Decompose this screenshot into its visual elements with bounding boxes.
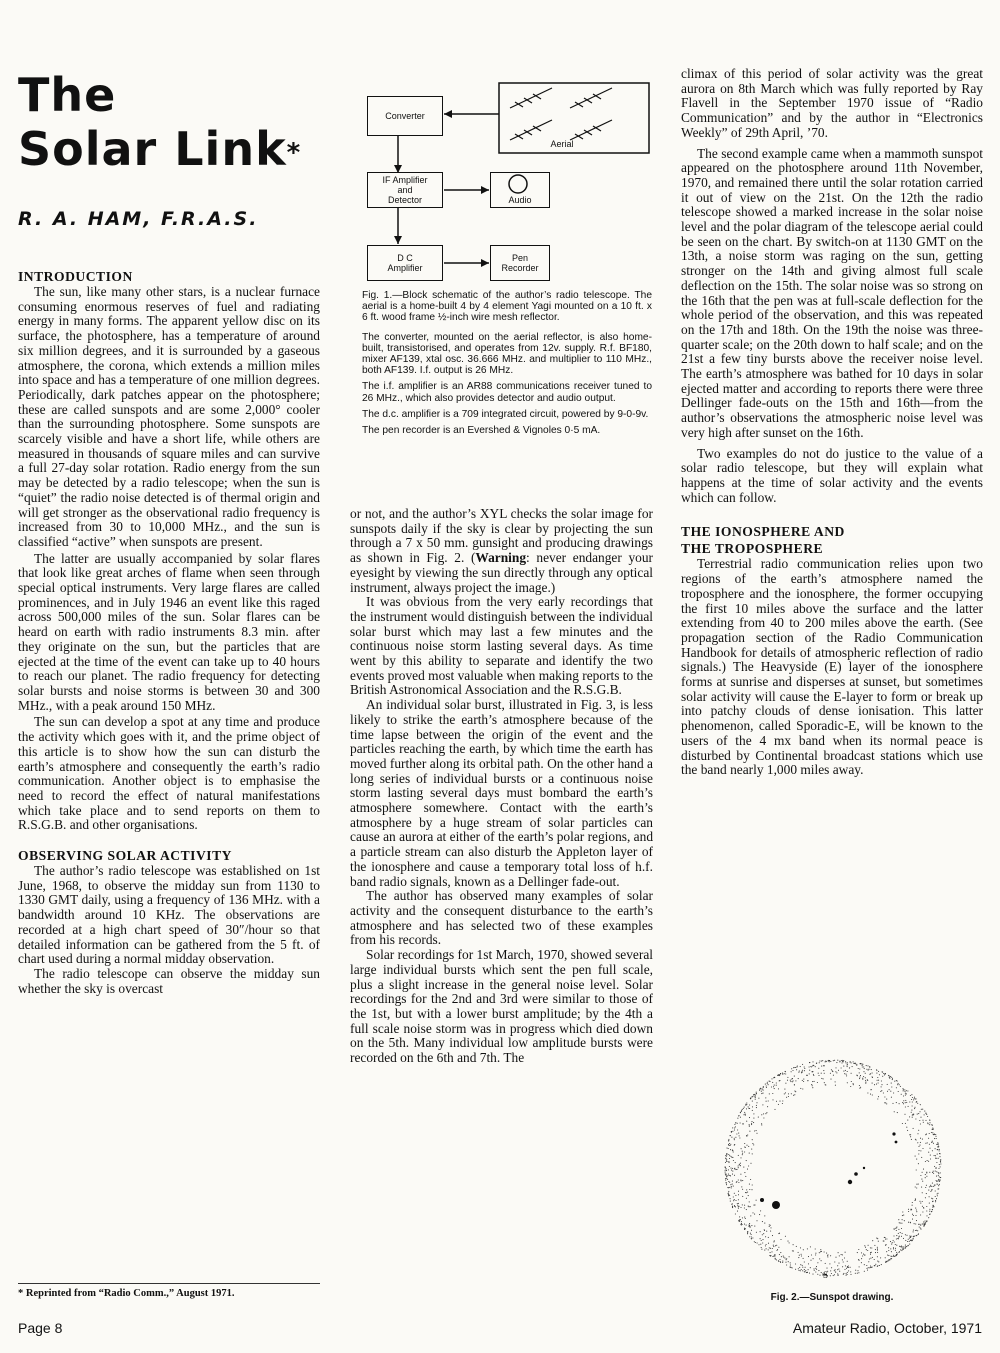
article-title: [18, 68, 301, 176]
footnote: * Reprinted from “Radio Comm.,” August 1971.: [18, 1288, 235, 1299]
figure-1-note: The converter, mounted on the aerial reflector, is also home-built, transistorised, and operates from 12v. supply. R.f. BF180, mixer AF139, xtal osc. 36.666 MHz. and multiplier to 110 MHz., both AF139. I.f. output is 26 MHz.: [362, 331, 652, 377]
paragraph-text: or not, and the author’s XYL checks the solar image for sunspots daily if the sky is clear by projecting the sun through a 7 x 50 mm. gunsight and producing drawings as shown in Fig. 2.: [350, 506, 653, 566]
middle-column: [350, 507, 653, 1066]
ionosphere-text: [681, 557, 983, 778]
heading-ionosphere: [681, 523, 983, 557]
warning-text: : never endanger your eyesight by viewing the sun directly through any optical instrument, always project the image.): [350, 550, 653, 595]
if-amplifier-block: [367, 172, 443, 208]
journal-issue: Amateur Radio, October, 1971: [792, 1320, 982, 1336]
figure-1-note: The pen recorder is an Evershed & Vignoles 0·5 mA.: [362, 425, 601, 437]
aerial-label: Aerial: [550, 139, 574, 149]
heading-ionosphere-line-1: THE IONOSPHERE AND: [681, 524, 845, 540]
introduction-text: [18, 285, 320, 833]
sunspot-drawing: [698, 1050, 968, 1290]
dc-amplifier-block: [367, 245, 443, 281]
pen-recorder-block: [490, 245, 550, 281]
figure-1-note: The d.c. amplifier is a 709 integrated circuit, powered by 9-0-9v.: [362, 408, 649, 420]
pen-recorder-line-1: Pen: [511, 253, 528, 263]
audio-label: Audio: [508, 195, 532, 205]
warning-label: Warning: [475, 550, 527, 566]
pen-recorder-line-2: Recorder: [501, 263, 539, 273]
paragraph: The author’s radio telescope was established on 1st June, 1968, to observe the midday sun from 1130 to 1330 GMT daily, using a frequency of 136 MHz. with a bandwidth around 10 KHz. The observations are recorded at a high chart speed of 30″/hour so that detailed information can be gathered from the 5 ft. of chart used during a normal midday observation.: [18, 863, 320, 967]
converter-block: Converter: [367, 96, 443, 136]
paragraph: Terrestrial radio communication relies upon two regions of the earth’s atmosphere named the troposphere and the ionosphere, the former occupying the first 10 miles above the surface and the latter extending from 40 to 200 miles above the earth. (See propagation section of the Radio Communication Handbook for details of atmospheric reflection of radio signals.) The Heavyside (E) layer of the ionosphere forms at sunrise and disperses at sunset, but sometimes solar activity will cause the E-layer to form or break up into patchy clouds of dense ionisation. This latter phenomenon, called Sporadic-E, will be known to the users of the 4 mx band when its normal peace is disturbed by Continental broadcast stations which use the band nearly 1,000 miles away.: [681, 556, 983, 778]
if-amplifier-line-3: Detector: [387, 195, 422, 205]
heading-ionosphere-line-2: THE TROPOSPHERE: [681, 541, 824, 557]
figure-1-title: Fig. 1.—Block schematic of the author’s radio telescope. The aerial is a home-built 4 by 4 element Yagi mounted on a 10 ft. x 6 ft. wood frame ½-inch wire mesh reflector.: [362, 290, 652, 324]
author-byline: R. A. HAM, F.R.A.S.: [18, 208, 259, 230]
sunspot: [772, 1201, 780, 1209]
sunspot: [848, 1180, 852, 1184]
audio-block: [490, 172, 550, 208]
heading-introduction: INTRODUCTION: [18, 269, 133, 284]
sunspot: [895, 1141, 898, 1144]
figure-1-note: The i.f. amplifier is an AR88 communications receiver tuned to 26 MHz., which also provides detector and audio output.: [362, 381, 652, 404]
right-column: [681, 67, 983, 778]
dc-amplifier-line-1: D C: [397, 253, 413, 263]
title-line-1: The: [18, 68, 117, 122]
paragraph: or not, and the author’s XYL checks the solar image for sunspots daily if the sky is clear by projecting the sun through a 7 x 50 mm. gunsight and producing drawings as shown in Fig. 2. (Warning: never endanger your eyesight by viewing the sun directly through any optical instrument, always project the image.): [350, 506, 653, 595]
block-diagram: [352, 78, 652, 288]
title-footnote-mark: *: [286, 138, 302, 168]
figure-2-caption: Fig. 2.—Sunspot drawing.: [770, 1292, 894, 1303]
paragraph: The sun can develop a spot at any time and produce the activity which goes with it, and the prime object of this article is to show how the sun can disturb the earth’s atmosphere and consequently the earth’s radio communication. Another object is to emphasise the need to record the effect of natural manifestations which take place and to send reports on them to R.S.G.B. and other organisations.: [18, 714, 320, 833]
paragraph: Solar recordings for 1st March, 1970, showed several large individual bursts which sent the pen full scale, plus a slight increase in the general noise level. Solar recordings for the 2nd and 3rd were similar to those of the 1st, but with a lower burst amplitude; by the 4th a full scale noise storm was in progress which died down on the 5th. Many individual low amplitude bursts were recorded on the 6th and 7th. The: [350, 947, 653, 1066]
observing-text: [18, 864, 320, 996]
paragraph: climax of this period of solar activity was the great aurora on 8th March which was fully reported by Ray Flavell in the September 1970 issue of “Radio Communication” and by the author in “Electronics Weekly” of 29th April, ’70.: [681, 66, 983, 140]
paragraph: The latter are usually accompanied by solar flares that look like great arches of flame when seen through special optical instruments. Very large flares are called prominences, and in July 1946 an event like this raged across 500,000 miles of the sun. Solar flares can be heard on earth with radio instruments 8.3 min. after they originate on the sun, but the particles that are ejected at the time of the event can take up to 40 hours to reach our planet. The radio frequency for detecting solar bursts and noise storms is between 30 and 300 MHz., with a peak around 150 MHz.: [18, 550, 320, 713]
sunspot: [760, 1198, 764, 1202]
page-number: Page 8: [18, 1320, 63, 1336]
sunspot: [892, 1132, 895, 1135]
paragraph: An individual solar burst, illustrated in Fig. 3, is less likely to strike the earth’s atmosphere because of the time lapse between the origin of the event and the particles reaching the earth, by which time the earth has moved further along its orbital path. On the other hand a long series of individual bursts or a continuous noise storm lasting several days must bombard the earth’s atmosphere somewhere. Contact with the earth’s atmosphere by a huge stream of solar particles can cause an aurora at either of the earth’s polar regions, and a particle stream can also disturb the Appleton layer of the ionosphere and cause a temporary total loss of h.f. band radio signals, known as a Dellinger fade-out.: [350, 697, 654, 889]
left-column: [18, 268, 320, 996]
footnote-rule: [18, 1283, 320, 1284]
heading-observing: OBSERVING SOLAR ACTIVITY: [18, 848, 232, 864]
paragraph: The author has observed many examples of solar activity and the consequent disturbance to the earth’s atmosphere and has selected two of these examples from his records.: [350, 888, 653, 948]
dc-amplifier-line-2: Amplifier: [387, 263, 423, 273]
south-mark: S: [823, 1270, 829, 1280]
paragraph: Two examples do not do justice to the value of a solar radio telescope, but they will explain what happens at the time of solar activity and the events which can follow.: [681, 445, 983, 505]
paragraph: It was obvious from the very early recordings that the instrument would distinguish between the individual solar burst which may last a few minutes and the continuous noise storm lasting several days. As time went by this ability to separate and identify the two events proved most valuable when making reports to the British Astronomical Association and the R.S.G.B.: [350, 594, 653, 698]
sunspots: [760, 1132, 897, 1209]
middle-column-text: [350, 507, 653, 1066]
paragraph: The second example came when a mammoth sunspot appeared on the photosphere around 11th November, 1970, and remained there until the solar rotation carried it out of view on the 21st. On the 12th the radio telescope showed a marked increase in the solar noise level and the polar diagram of the telescope aerial could be seen on the chart. By switch-on at 1130 GMT on the 13th, a noise storm was raging on the sun, getting stronger on the 14th and giving almost full scale deflection on the 15th. The solar noise was so strong on the 16th that the pen was at full-scale deflection for the whole period of the observation, and this was repeated on the 17th and 18th. On the 19th the noise was three-quarter scale; on the 20th down to half scale; and on the 21st a few tiny bursts above the receiver noise level. The earth’s atmosphere was bathed for 10 days in solar ejected matter and according to reports there were three Dellinger fade-outs on the 15th and 16th—from the author’s observations the atmospheric noise level was very high after sunset on the 16th.: [681, 145, 983, 440]
paragraph: The radio telescope can observe the midday sun whether the sky is overcast: [18, 965, 320, 996]
sunspot: [854, 1172, 858, 1176]
if-amplifier-line-2: and: [397, 185, 413, 195]
sunspot: [863, 1167, 865, 1169]
title-line-2: Solar Link: [18, 122, 287, 176]
figure-1-caption: [362, 290, 652, 436]
sun-disc: [698, 1050, 968, 1290]
if-amplifier-line-1: IF Amplifier: [382, 175, 428, 185]
figure-1-caption-block: [362, 290, 652, 441]
paragraph: The sun, like many other stars, is a nuclear furnace consuming enormous reserves of fuel and radiating energy in many forms. The apparent yellow disc on its surface, the photosphere, has a temperature of around six million degrees, and it is surrounded by a gaseous atmosphere, the corona, which extends a million miles into space and has a temperature of one million degrees. Periodically, dark patches appear on the photosphere; these are called sunspots and are some 2,000° cooler than the surrounding photosphere. Some sunspots are scarcely visible and have a short life, while others are measured in thousands of square miles and can survive a full 27-day solar rotation. Radio energy from the sun may be detected by a radio telescope; when the sun is “quiet” the radio noise detected is of thermal origin and will get stronger as the observational radio frequency is increased from 30 to 10,000 MHz., and the sun is classified “active” when sunspots are present.: [18, 284, 320, 549]
right-column-text: [681, 67, 983, 505]
